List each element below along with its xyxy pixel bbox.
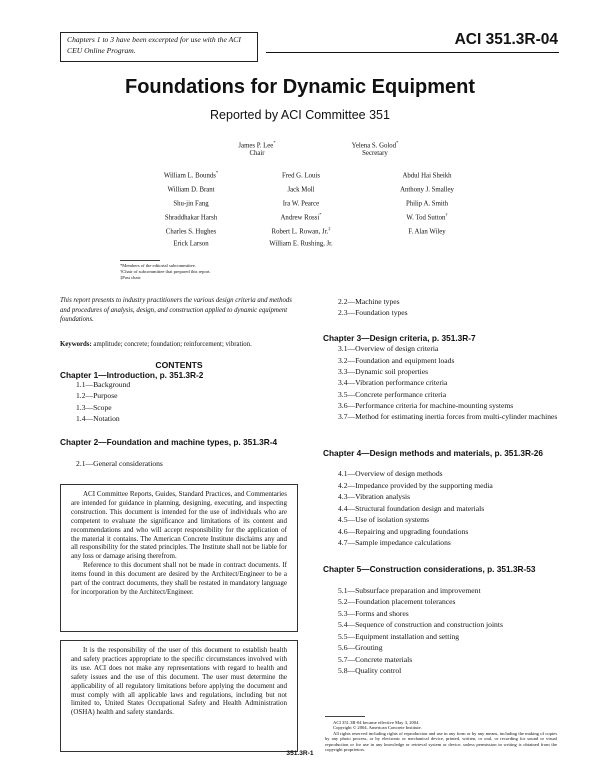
committee-member xyxy=(352,170,502,179)
disclaimer-paragraph: Reference to this document shall not be made in contract documents. If items found in this document are desired by the Architect/Engineer to be a part of the contract documents, they shall be restated in mandatory language for incorporation by the Architect/Engineer. xyxy=(71,561,287,596)
toc-section: 2.1—General considerations xyxy=(76,459,163,468)
member-name: Ira W. Pearce xyxy=(282,200,320,208)
member-name: William D. Brant xyxy=(167,186,215,194)
member-footnote-mark: * xyxy=(215,170,219,175)
committee-member xyxy=(352,226,502,235)
reported-by: Reported by ACI Committee 351 xyxy=(210,108,390,122)
toc-section: 3.3—Dynamic soil properties xyxy=(338,367,429,376)
page-number: 351.3R-1 xyxy=(286,750,314,757)
member-name: F. Alan Wiley xyxy=(408,228,446,236)
committee-member xyxy=(352,198,502,207)
toc-section: 3.7—Method for estimating inertia forces from multi-cylinder machines xyxy=(338,412,558,421)
header-rule xyxy=(266,52,559,53)
chapter-heading: Chapter 1—Introduction, p. 351.3R-2 xyxy=(60,370,204,380)
effective-date: ACI 351.3R-04 became effective May 3, 2004. xyxy=(333,720,420,725)
member-name: Erick Larson xyxy=(173,240,209,248)
contents-heading: CONTENTS xyxy=(155,360,203,370)
toc-section: 5.4—Sequence of construction and construction joints xyxy=(338,620,503,629)
chapter-heading: Chapter 4—Design methods and materials, p. 351.3R-26 xyxy=(323,448,543,458)
toc-section: 4.4—Structural foundation design and materials xyxy=(338,504,485,513)
toc-section: 5.3—Forms and shores xyxy=(338,609,409,618)
toc-section: 3.6—Performance criteria for machine-mounting systems xyxy=(338,401,514,410)
copyright-notice xyxy=(325,720,557,752)
toc-section: 5.7—Concrete materials xyxy=(338,655,413,664)
chapter-heading: Chapter 5—Construction considerations, p. 351.3R-53 xyxy=(323,564,536,574)
copyright-line: Copyright © 2004, American Concrete Institute. xyxy=(333,725,422,731)
safety-paragraph: It is the responsibility of the user of this document to establish health and safety practices appropriate to the specific circumstances involved with its use. ACI does not make any representations with regard to health and safety issues and the use of this document. The user must determine the applicability of all regulatory limitations before applying the document and must comply with all applicable laws and regulations, including but not limited to, United States Occupational Safety and Health Administration (OSHA) health and safety standards. xyxy=(71,646,287,717)
committee-member xyxy=(352,184,502,193)
disclaimer-paragraph: ACI Committee Reports, Guides, Standard Practices, and Commentaries are intended for guidance in planning, designing, executing, and inspecting construction. This document is intended for the use of individuals who are competent to evaluate the significance and limitations of its content and recommendations and who will accept responsibility for the application of the material it contains. The American Concrete Institute disclaims any and all responsibility for the stated principles. The Institute shall not be liable for any loss or damage arising therefrom. xyxy=(71,490,287,561)
toc-section: 5.2—Foundation placement tolerances xyxy=(338,597,456,606)
toc-section: 1.4—Notation xyxy=(76,414,120,423)
member-name: Anthony J. Smalley xyxy=(400,186,454,194)
member-name: Jack Moll xyxy=(287,186,315,194)
member-name: W. Tod Sutton xyxy=(406,214,446,222)
abstract: This report presents to industry practitioners the various design criteria and methods and procedures of analysis, design, and construction applied to dynamic equipment foundations. xyxy=(60,297,292,324)
page-title: Foundations for Dynamic Equipment xyxy=(124,76,475,98)
copyright-rule xyxy=(325,716,365,717)
chair-role: Chair xyxy=(249,150,265,158)
member-name: Shu-jin Fang xyxy=(173,200,209,208)
toc-section: 3.2—Foundation and equipment loads xyxy=(338,356,455,365)
member-name: Andrew Rossi xyxy=(280,214,320,222)
toc-section: 3.5—Concrete performance criteria xyxy=(338,390,447,399)
document-number: ACI 351.3R-04 xyxy=(454,31,558,48)
chair-name: James P. Lee xyxy=(238,142,274,150)
keywords xyxy=(60,340,298,349)
rights-statement: All rights reserved including rights of reproduction and use in any form or by any means, including the making of copies by any photo process, or by electronic or mechanical device, printed, written, or oral, or recording for sound or visual reproduction or for use in any knowledge or retrieval system or device, unless permission in writing is obtained from the copyright proprietors. xyxy=(325,730,557,753)
toc-section: 1.2—Purpose xyxy=(76,391,118,400)
excerpt-note: Chapters 1 to 3 have been excerpted for use with the ACI CEU Online Program. xyxy=(60,32,258,62)
secretary-name: Yelena S. Golod xyxy=(351,142,397,150)
member-name: Shraddhakar Harsh xyxy=(164,214,218,222)
toc-section: 5.6—Grouting xyxy=(338,643,383,652)
footnote: †Chair of subcommittee that prepared this report. xyxy=(120,269,211,274)
toc-section: 4.3—Vibration analysis xyxy=(338,492,411,501)
member-footnote-mark: ‡ xyxy=(328,226,331,231)
member-name: Abdul Hai Sheikh xyxy=(402,172,452,180)
committee-member xyxy=(352,212,502,221)
toc-section: 5.1—Subsurface preparation and improvement xyxy=(338,586,481,595)
toc-section: 2.3—Foundation types xyxy=(338,308,408,317)
committee-chair: James P. Lee* Chair xyxy=(207,139,307,158)
toc-section: 4.2—Impedance provided by the supporting media xyxy=(338,481,493,490)
toc-section: 4.5—Use of isolation systems xyxy=(338,515,430,524)
committee-secretary: Yelena S. Golod* Secretary xyxy=(320,139,430,158)
member-name: Philip A. Smith xyxy=(405,200,449,208)
disclaimer-box xyxy=(60,484,298,632)
toc-section: 1.1—Background xyxy=(76,380,131,389)
member-name: William E. Rushing, Jr. xyxy=(269,240,333,248)
toc-section: 5.5—Equipment installation and setting xyxy=(338,632,460,641)
toc-section: 1.3—Scope xyxy=(76,403,112,412)
footnote: ‡Past chair. xyxy=(120,275,142,280)
toc-section: 2.2—Machine types xyxy=(338,297,400,306)
chapter-heading: Chapter 3—Design criteria, p. 351.3R-7 xyxy=(323,333,476,343)
member-footnote-mark: * xyxy=(319,212,322,217)
member-footnote-mark: † xyxy=(445,212,448,217)
footnote: *Members of the editorial subcommittee. xyxy=(120,263,196,268)
keywords-label: Keywords: xyxy=(60,341,92,348)
toc-section: 5.8—Quality control xyxy=(338,666,402,675)
toc-section: 4.7—Sample impedance calculations xyxy=(338,538,451,547)
member-name: Robert L. Rowan, Jr. xyxy=(271,228,329,236)
member-name: Charles S. Hughes xyxy=(165,228,217,236)
chapter-heading: Chapter 2—Foundation and machine types, p. 351.3R-4 xyxy=(60,437,278,447)
committee-member xyxy=(226,238,376,247)
toc-section: 4.6—Repairing and upgrading foundations xyxy=(338,527,469,536)
safety-box xyxy=(60,640,298,752)
member-name: Fred G. Louis xyxy=(282,172,320,180)
member-name: William L. Bounds xyxy=(163,172,216,180)
footnote-rule xyxy=(120,260,160,261)
keywords-text: amplitude; concrete; foundation; reinforcement; vibration. xyxy=(93,341,252,348)
toc-section: 3.4—Vibration performance criteria xyxy=(338,378,448,387)
toc-section: 4.1—Overview of design methods xyxy=(338,469,443,478)
secretary-role: Secretary xyxy=(362,150,388,158)
toc-section: 3.1—Overview of design criteria xyxy=(338,344,439,353)
